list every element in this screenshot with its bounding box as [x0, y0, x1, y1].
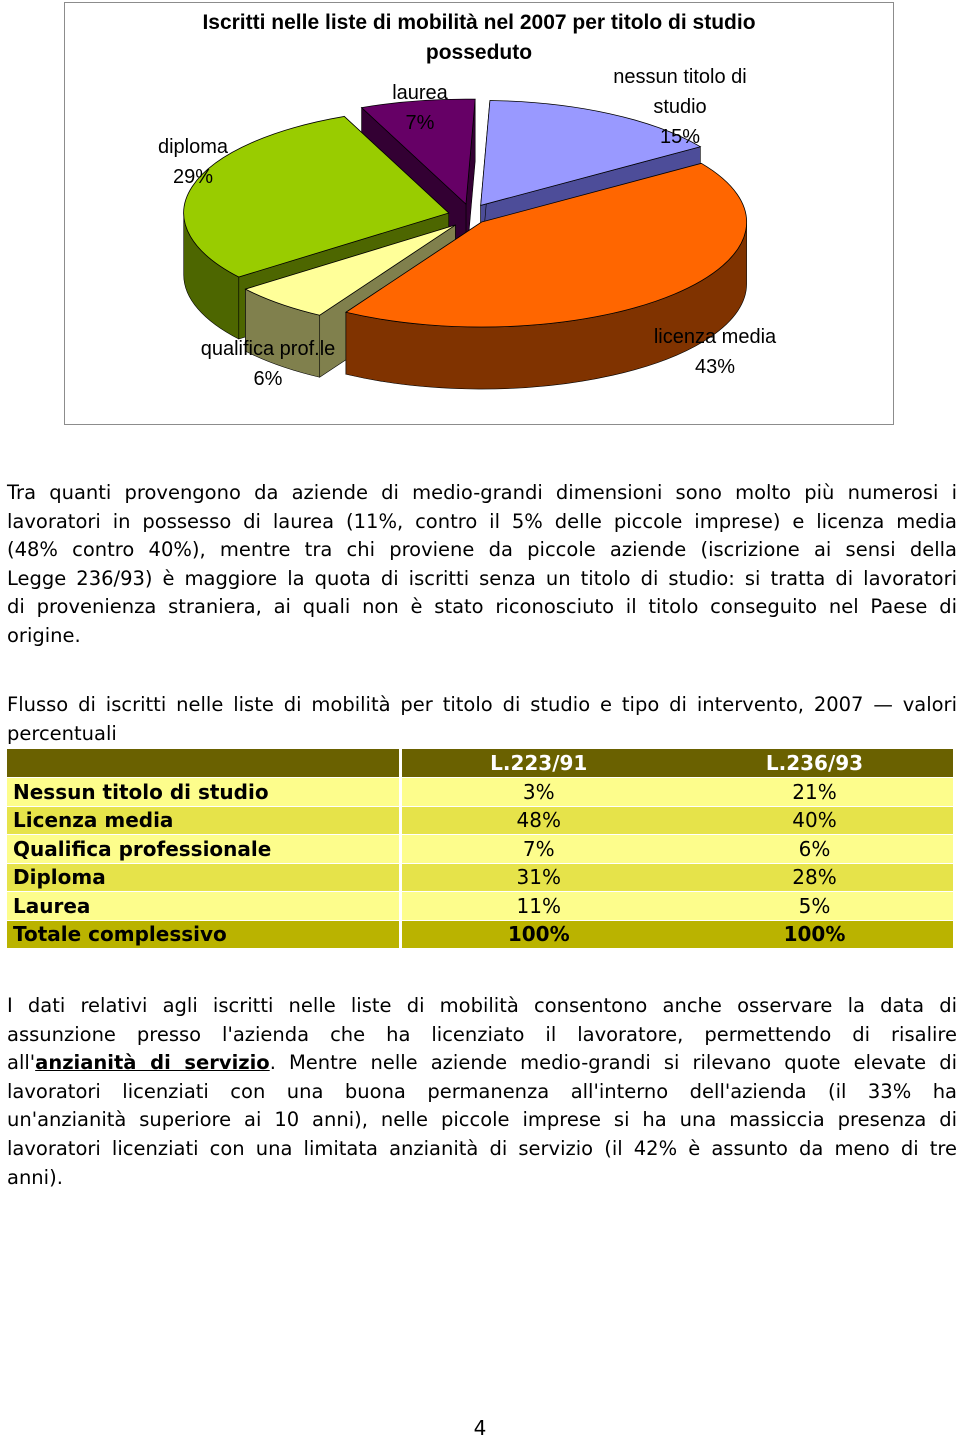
- paragraph-line: [7, 1049, 957, 1078]
- cell-l223: 48%: [400, 806, 676, 835]
- cell-l236: 40%: [676, 806, 953, 835]
- row-label: Diploma: [7, 863, 400, 892]
- pie-chart: [64, 2, 894, 425]
- page-number: 4: [473, 1416, 487, 1440]
- slice-value: 6%: [253, 368, 283, 390]
- slice-label-text: diploma: [157, 136, 229, 158]
- paragraph-line: di provenienza straniera, ai quali non è stato riconosciuto il titolo conseguito nel Paese di: [7, 595, 957, 619]
- slice-label-nessun-titolo: [560, 62, 800, 152]
- table-row: [7, 835, 953, 864]
- slice-label-text: nessun titolo di: [613, 66, 747, 88]
- table-caption: [7, 690, 957, 748]
- table-total-row: [7, 920, 953, 949]
- data-table: [7, 749, 953, 949]
- slice-label-text: qualifica prof.le: [200, 338, 336, 360]
- anzianita-link[interactable]: anzianità di servizio: [35, 1051, 270, 1075]
- table-row: [7, 806, 953, 835]
- slice-label-text: laurea: [392, 82, 448, 104]
- slice-label-diploma: [133, 132, 253, 192]
- row-label: Totale complessivo: [7, 920, 400, 949]
- slice-label-text: studio: [653, 96, 707, 118]
- paragraph-anzianita: [7, 992, 957, 1192]
- slice-value: 7%: [405, 112, 435, 134]
- chart-title: [65, 8, 893, 68]
- paragraph-line: lavoratori licenziati con una buona permanenza all'interno dell'azienda (il 33% ha: [7, 1079, 957, 1103]
- chart-title-line-2: posseduto: [425, 41, 533, 64]
- cell-l223: 3%: [400, 778, 676, 807]
- paragraph-line: (48% contro 40%), mentre tra chi proviene da piccole aziende (iscrizione ai sensi della: [7, 538, 957, 562]
- chart-title-line-1: Iscritti nelle liste di mobilità nel 2007 per titolo di studio: [202, 11, 756, 34]
- cell-l223: 11%: [400, 892, 676, 921]
- paragraph-intro: [7, 479, 957, 651]
- cell-l236: 21%: [676, 778, 953, 807]
- cell-l223: 100%: [400, 920, 676, 949]
- table-row: [7, 863, 953, 892]
- table-header-cell: L.236/93: [676, 749, 953, 778]
- paragraph-line: lavoratori licenziati con una limitata anzianità di servizio (il 42% è assunto da meno di tre: [7, 1136, 957, 1160]
- slice-value: 43%: [694, 356, 736, 378]
- cell-l223: 7%: [400, 835, 676, 864]
- paragraph-line: assunzione presso l'azienda che ha licenziato il lavoratore, permettendo di risalire: [7, 1022, 957, 1046]
- paragraph-line: un'anzianità superiore ai 10 anni), nelle piccole imprese si ha una massiccia presenza di: [7, 1108, 957, 1132]
- cell-l236: 5%: [676, 892, 953, 921]
- cell-l236: 6%: [676, 835, 953, 864]
- row-label: Nessun titolo di studio: [7, 778, 400, 807]
- text-fragment: all': [7, 1051, 36, 1075]
- paragraph-line: anni).: [7, 1165, 63, 1189]
- paragraph-line: Tra quanti provengono da aziende di medio-grandi dimensioni sono molto più numerosi i: [7, 481, 957, 504]
- row-label: Qualifica professionale: [7, 835, 400, 864]
- table-caption-line-2: percentuali: [7, 722, 117, 745]
- paragraph-line: Legge 236/93) è maggiore la quota di iscritti senza un titolo di studio: si tratta di lavoratori: [7, 566, 957, 590]
- cell-l223: 31%: [400, 863, 676, 892]
- text-fragment: . Mentre nelle aziende medio-grandi si rilevano quote elevate di: [269, 1051, 958, 1075]
- cell-l236: 100%: [676, 920, 953, 949]
- slice-value: 29%: [172, 166, 214, 188]
- cell-l236: 28%: [676, 863, 953, 892]
- table-row: [7, 892, 953, 921]
- paragraph-line: lavoratori in possesso di laurea (11%, contro il 5% delle piccole imprese) e licenza media: [7, 509, 957, 533]
- table-header-cell: L.223/91: [400, 749, 676, 778]
- paragraph-line: I dati relativi agli iscritti nelle liste di mobilità consentono anche osservare la data di: [7, 994, 957, 1017]
- slice-label-text: licenza media: [653, 326, 777, 348]
- paragraph-line: origine.: [7, 623, 81, 647]
- row-label: Laurea: [7, 892, 400, 921]
- slice-value: 15%: [659, 126, 701, 148]
- table-header-cell: [7, 749, 400, 778]
- slice-label-licenza-media: [625, 322, 805, 382]
- table-row: [7, 778, 953, 807]
- table-header-row: [7, 749, 953, 778]
- row-label: Licenza media: [7, 806, 400, 835]
- table-caption-line-1: Flusso di iscritti nelle liste di mobilità per titolo di studio e tipo di intervento, 2007 — valori: [7, 693, 957, 716]
- slice-label-qualifica: [173, 334, 363, 394]
- slice-label-laurea: [365, 78, 475, 138]
